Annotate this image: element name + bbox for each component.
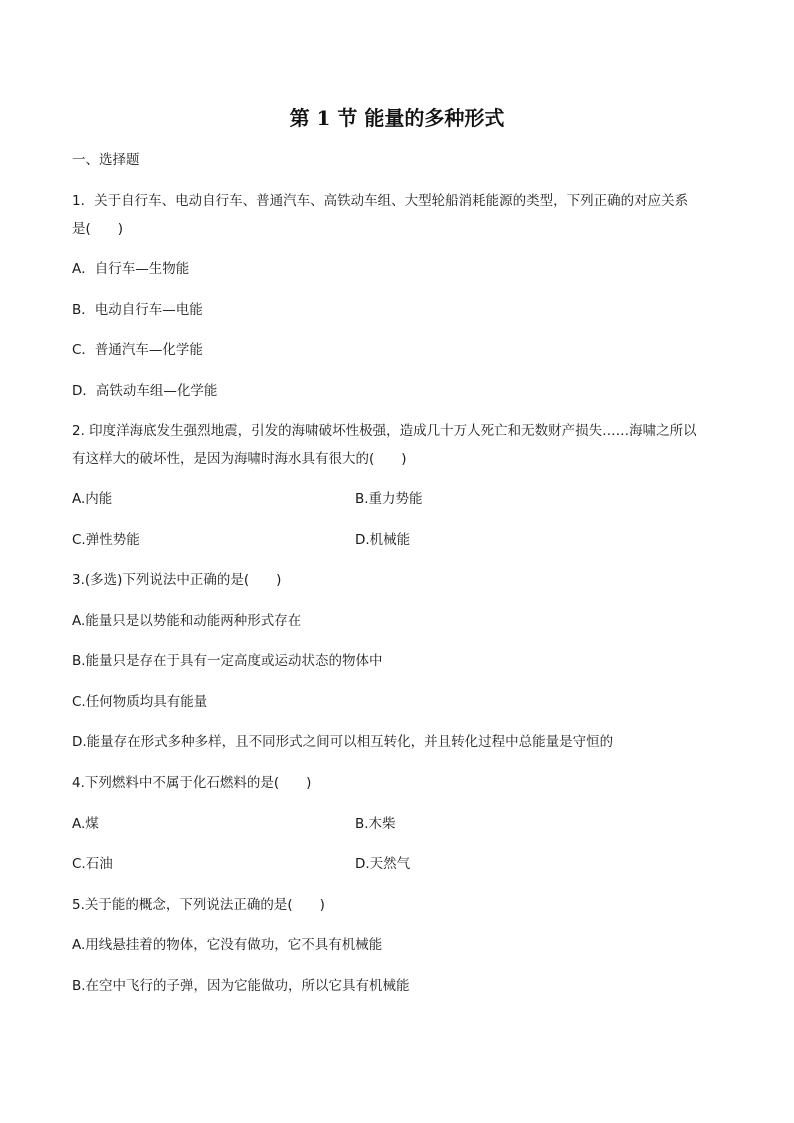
question-3-option-a: A.能量只是以势能和动能两种形式存在 xyxy=(72,613,302,629)
question-3-option-d: D.能量存在形式多种多样，且不同形式之间可以相互转化，并且转化过程中总能量是守恒的 xyxy=(72,734,614,750)
question-4-option-d: D.天然气 xyxy=(355,856,411,872)
question-4-stem: 4.下列燃料中不属于化石燃料的是( ) xyxy=(72,775,312,791)
question-2-stem-line1: 2. 印度洋海底发生强烈地震，引发的海啸破坏性极强，造成几十万人死亡和无数财产损失……海啸之所以 xyxy=(72,423,697,439)
question-3-option-b: B.能量只是存在于具有一定高度或运动状态的物体中 xyxy=(72,653,383,669)
question-1-option-c: C．普通汽车—化学能 xyxy=(72,342,203,358)
section-heading: 一、选择题 xyxy=(72,152,140,168)
question-1-stem-line1: 1．关于自行车、电动自行车、普通汽车、高铁动车组、大型轮船消耗能源的类型，下列正确的对应关系 xyxy=(72,193,689,209)
question-1-option-b: B．电动自行车—电能 xyxy=(72,302,203,318)
question-5-stem: 5.关于能的概念，下列说法正确的是( ) xyxy=(72,897,325,913)
question-2-option-d: D.机械能 xyxy=(355,532,411,548)
question-4-option-a: A.煤 xyxy=(72,816,99,832)
question-3-option-c: C.任何物质均具有能量 xyxy=(72,694,208,710)
question-3-stem: 3.(多选)下列说法中正确的是( ) xyxy=(72,572,282,588)
question-1-option-a: A．自行车—生物能 xyxy=(72,261,190,277)
question-2-option-b: B.重力势能 xyxy=(355,491,423,507)
question-5-option-b: B.在空中飞行的子弹，因为它能做功，所以它具有机械能 xyxy=(72,978,410,994)
question-1-stem-line2: 是( ) xyxy=(72,221,124,237)
question-5-option-a: A.用线悬挂着的物体，它没有做功，它不具有机械能 xyxy=(72,937,383,953)
question-4-option-c: C.石油 xyxy=(72,856,113,872)
document-title: 第 1 节 能量的多种形式 xyxy=(289,106,505,130)
question-4-option-b: B.木柴 xyxy=(355,816,396,832)
question-2-option-c: C.弹性势能 xyxy=(72,532,140,548)
question-1-option-d: D．高铁动车组—化学能 xyxy=(72,383,218,399)
question-2-option-a: A.内能 xyxy=(72,491,113,507)
question-2-stem-line2: 有这样大的破坏性，是因为海啸时海水具有很大的( ) xyxy=(72,451,407,467)
